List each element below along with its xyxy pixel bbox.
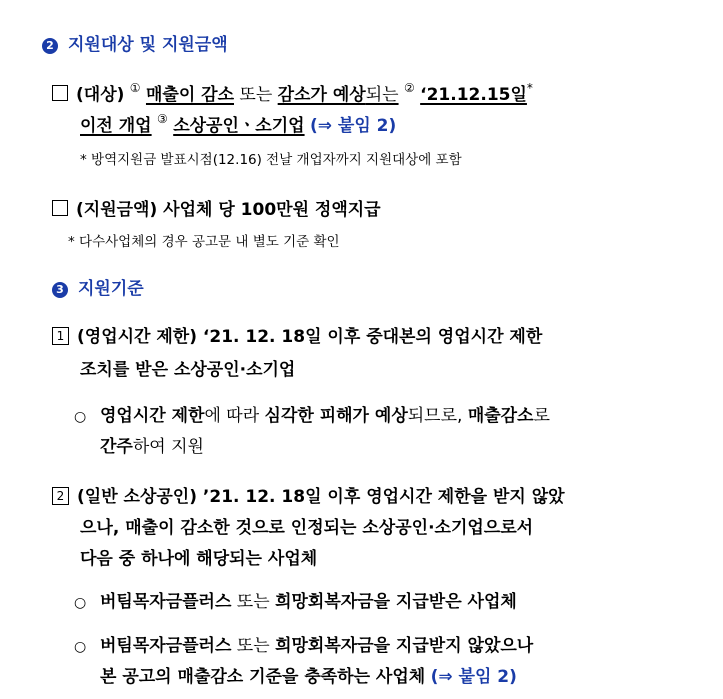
target-sup-3: ③: [157, 112, 168, 126]
criteria-1-number: 1: [52, 327, 69, 345]
criteria-1-sub-h: 하여 지원: [132, 437, 204, 457]
criteria-2-item-2-line-2-text: 본 공고의 매출감소 기준을 충족하는 사업체: [100, 667, 426, 687]
criteria-2-item-1-c: 희망회복자금을 지급받은 사업체: [275, 592, 517, 612]
target-sup-2: ②: [403, 81, 415, 95]
amount-note: * 다수사업체의 경우 공고문 내 별도 기준 확인: [68, 234, 340, 250]
criteria-1-sub-d: 되므로,: [407, 406, 463, 426]
criteria-1-sub-c: 심각한 피해가 예상: [264, 406, 408, 426]
target-ref-link: (⇒ 붙임 2): [309, 116, 397, 136]
criteria-1-sub-g: 간주: [100, 437, 133, 457]
criteria-2-item-2-b: 또는: [236, 636, 270, 656]
criteria-2-text-1: (일반 소상공인) ’21. 12. 18일 이후 영업시간 제한을 받지 않았: [77, 487, 565, 507]
bullet-circle-icon: ○: [74, 639, 87, 655]
target-line-1: [52, 80, 533, 105]
criteria-1-sub-line-2: [100, 432, 204, 457]
criteria-2-item-1-b: 또는: [236, 592, 270, 612]
target-part-2: 감소가 예상: [277, 85, 366, 105]
bullet-circle-icon: ○: [74, 409, 87, 425]
criteria-1-sub-f: 로: [533, 406, 550, 426]
criteria-2-line-3: 다음 중 하나에 해당되는 사업체: [80, 549, 318, 569]
target-part-3: 소상공인ㆍ소기업: [173, 116, 305, 136]
criteria-2-line-2: 으나, 매출이 감소한 것으로 인정되는 소상공인·소기업으로서: [80, 518, 534, 538]
target-note: * 방역지원금 발표시점(12.16) 전날 개업자까지 지원대상에 포함: [80, 152, 462, 168]
criteria-1-line-2: 조치를 받은 소상공인·소기업: [80, 360, 296, 380]
criteria-2-ref-link: (⇒ 붙임 2): [430, 667, 517, 687]
target-star: *: [526, 81, 533, 95]
section-number-3: 3: [52, 282, 68, 298]
target-part-1: 매출이 감소: [145, 85, 234, 105]
amount-line: [52, 195, 381, 220]
criteria-1-text-1: (영업시간 제한) ‘21. 12. 18일 이후 중대본의 영업시간 제한: [77, 327, 543, 347]
criteria-2-item-1: [74, 587, 517, 612]
criteria-1-sub-b: 에 따라: [204, 406, 260, 426]
bullet-circle-icon: ○: [74, 595, 87, 611]
target-part-2-tail: 되는: [365, 85, 399, 105]
target-sup-1: ①: [129, 81, 141, 95]
section-heading-2: [42, 30, 228, 55]
criteria-1-sub-line-1: [74, 401, 550, 426]
criteria-2-item-2-c: 희망회복자금을 지급받지 않았으나: [275, 636, 534, 656]
checkbox-square-icon: [52, 200, 68, 216]
section-title-2: 지원대상 및 지원금액: [68, 35, 228, 55]
target-or-1: 또는: [239, 85, 273, 105]
section-heading-3: [52, 274, 144, 299]
criteria-2-item-2-a: 버팀목자금플러스: [100, 636, 232, 656]
criteria-1-sub-e: 매출감소: [467, 406, 534, 426]
criteria-2-item-2: [74, 631, 533, 656]
target-date: ‘21.12.15일: [420, 85, 527, 105]
target-line-2: [80, 111, 396, 136]
criteria-2-line-1: [52, 482, 565, 507]
section-title-3: 지원기준: [78, 279, 144, 299]
target-label: (대상): [76, 85, 125, 105]
criteria-1-sub-a: 영업시간 제한: [100, 406, 205, 426]
criteria-2-item-1-a: 버팀목자금플러스: [100, 592, 232, 612]
section-number-2: 2: [42, 38, 58, 54]
checkbox-square-icon: [52, 85, 68, 101]
target-line2-a: 이전 개업: [80, 116, 152, 136]
criteria-1-line-1: [52, 322, 542, 347]
amount-text: (지원금액) 사업체 당 100만원 정액지급: [76, 200, 381, 220]
criteria-2-item-2-line-2: [100, 662, 517, 687]
criteria-2-number: 2: [52, 487, 69, 505]
